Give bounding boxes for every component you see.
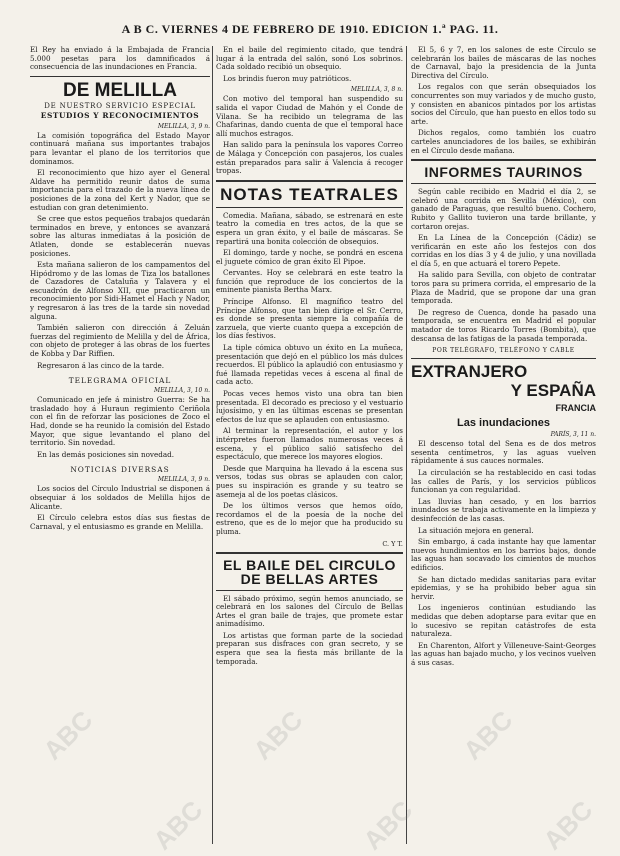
article-paragraph: Los artistas que forman parte de la sociedad preparan sus disfraces con gran secreto, y se espera que sea la fiesta más brillante de la temporada. [216, 630, 403, 666]
article-paragraph: Cervantes. Hoy se celebrará en este teatro la función que reproduce de los conciertos de la eminente pianista Bertha Marx. [216, 268, 403, 295]
article-paragraph: De los últimos versos que hemos oído, recordamos el de la poesía de la noche del estreno, que es de lo mejor que ha producido su pluma. [216, 501, 403, 536]
column-rule-1 [212, 46, 213, 844]
article-paragraph: El descenso total del Sena es de dos metros sesenta centímetros, y las aguas vuelven rápidamente á sus cauces normales. [411, 439, 596, 466]
intro-paragraph: El Rey ha enviado á la Embajada de Francia 5.000 pesetas para los damnificados á consecuencia de las inundaciones en Francia. [30, 46, 210, 72]
watermark: ABC [147, 794, 209, 856]
watermark: ABC [247, 704, 309, 766]
foreign-title: EXTRANJERO [411, 362, 528, 382]
article-paragraph: Desde que Marquina ha llevado á la escena sus versos, todas sus obras se aplauden con calor, pues su inspiración es grande y su teatro se asemeja al de los poetas clásicos. [216, 463, 403, 499]
article-paragraph: Los brindis fueron muy patrióticos. [223, 73, 352, 83]
divider [411, 183, 596, 184]
article-paragraph: Los regalos con que serán obsequiados los concurrentes son muy variados y de mucho gusto, y consisten en abanicos pintados por los artistas socios del Círculo, que han puesto en ellos todo su arte. [411, 82, 596, 126]
article-paragraph: Príncipe Alfonso. El magnífico teatro del Príncipe Alfonso, que tan bien dirige el Sr. Cerro, es donde se presenta siempre la compañía de zarzuela, que vierte cuanto quepa a excepción de los días festivos. [216, 297, 403, 341]
column-rule-2 [406, 46, 407, 844]
section-title-melilla: DE MELILLA [63, 79, 177, 101]
column-1 [30, 46, 210, 846]
divider [411, 358, 596, 359]
watermark: ABC [357, 794, 419, 856]
divider [216, 207, 403, 208]
watermark: ABC [457, 704, 519, 766]
article-paragraph: Los ingenieros continúan estudiando las medidas que deben adoptarse para evitar que en lo sucesivo se repitan catástrofes de esta naturaleza. [411, 603, 596, 639]
divider [411, 159, 596, 161]
column-2 [216, 46, 403, 846]
article-paragraph: El reconocimiento que hizo ayer el General Aldave ha permitido reunir datos de suma importancia para el trazado de la nueva línea de posiciones de la zona del Kert y Nador, que se estudian con gran detenimiento. [30, 168, 210, 212]
article-paragraph: Se cree que estos pequeños trabajos quedarán terminados en breve, y entonces se avanzará sobre las alturas inmediatas á la posición de Atlaten, donde se establecerán nuevas posiciones. [30, 214, 210, 258]
article-paragraph: Ha salido para Sevilla, con objeto de contratar toros para su primera corrida, el empresario de la Plaza de Madrid, que se propone dar una gran temporada. [411, 270, 596, 306]
article-paragraph: El sábado próximo, según hemos anunciado, se celebrará en los salones del Círculo de Bellas Artes el gran baile de trajes, que promete estar animadísimo. [216, 593, 403, 629]
article-paragraph: En las demás posiciones sin novedad. [37, 449, 175, 459]
dateline: PARÍS, 3, 11 n. [550, 431, 596, 439]
dateline: MELILLA, 3, 8 n. [350, 86, 403, 94]
article-paragraph: Según cable recibido en Madrid el día 2, se celebró una corrida en Sevilla (México), con ganado de Paraguas, que resultó bueno. Cochero, Rubito y Gallito tuvieron una tarde brillante, y cortaron orejas. [411, 187, 596, 231]
dateline: MELILLA, 3, 9 n. [157, 476, 210, 484]
article-paragraph: El 5, 6 y 7, en los salones de este Círculo se celebrarán los bailes de máscaras de las noches de Carnaval, bajo la presidencia de la Junta Directiva del Círculo. [411, 46, 596, 80]
section-subtitle-2: ESTUDIOS Y RECONOCIMIENTOS [40, 110, 200, 120]
article-paragraph: Comedia. Mañana, sábado, se estrenará en este teatro la comedia en tres actos, de la que se espera un gran éxito, y el baile de máscaras. Se repartirá una bonita colección de obsequios. [216, 210, 403, 246]
watermark: ABC [537, 794, 599, 856]
article-paragraph: La tiple cómica obtuvo un éxito en La muñeca, presentación que dejó en el público los más dulces recuerdos. El público la aplaudió con entusiasmo y fué llamada repetidas veces á escena al final de cada acto. [216, 343, 403, 387]
article-paragraph: La situación mejora en general. [418, 525, 534, 535]
wire-service-note: POR TELÉGRAFO, TELÉFONO Y CABLE [432, 347, 575, 355]
section-subtitle: DE NUESTRO SERVICIO ESPECIAL [44, 101, 196, 110]
signature: C. Y T. [382, 539, 403, 548]
article-paragraph: De regreso de Cuenca, donde ha pasado una temporada, se encuentra en Madrid el popular matador de toros Ricardo Torres (Bombita), que descansa de las fatigas de la pasada temporada. [411, 307, 596, 343]
article-paragraph: La comisión topográfica del Estado Mayor continuará mañana sus importantes trabajos para levantar el plano de los territorios que dominamos. [30, 130, 210, 166]
divider [216, 590, 403, 591]
article-paragraph: El domingo, tarde y noche, se pondrá en escena el juguete cómico de gran éxito El Pipoe. [216, 248, 403, 266]
article-paragraph: Pocas veces hemos visto una obra tan bien presentada. El decorado es precioso y el vestuario lujosísimo, y en las últimas escenas se presentan efectos de luz que se aplauden con entusiasmo. [216, 389, 403, 424]
divider [30, 76, 210, 77]
article-paragraph: Esta mañana salieron de los campamentos del Hipódromo y de las lomas de Tiza los batallones de Cazadores de Cataluña y Talavera y el escuadrón de Alfonso XII, que practicaron un reconocimiento por Sidi-Hamet el Hach y Nador, y regresaron á las tres de la tarde sin novedad alguna. [30, 260, 210, 321]
divider [216, 180, 403, 182]
divider [216, 552, 403, 554]
article-paragraph: Dichos regalos, como también los cuatro carteles anunciadores de los bailes, se exhibirán en el Círculo desde mañana. [411, 128, 596, 155]
article-paragraph: Comunicado en jefe á ministro Guerra: Se ha trasladado hoy á Huraun regimiento Ceriñola con el fin de reforzar las posiciones de Zoco el Had, donde se ha reunido la comisión del Estado Mayor, que sigue levantando el plano del territorio. Sin novedad. [30, 395, 210, 448]
dateline: MELILLA, 3, 9 n. [157, 122, 210, 130]
watermark: ABC [37, 704, 99, 766]
article-paragraph: Regresaron á las cinco de la tarde. [37, 360, 165, 370]
article-paragraph: Las lluvias han cesado, y en los barrios inundados se trabaja activamente en la limpieza y desinfección de las casas. [411, 496, 596, 523]
country-heading: FRANCIA [555, 403, 596, 414]
article-paragraph: En La Línea de la Concepción (Cádiz) se verificarán en este año los festejos con dos corridas en los días 3 y 4 de julio, y una novillada el día 5, en que actuará el torero Pepete. [411, 233, 596, 268]
ball-section-title: EL BAILE DEL CIRCULO DE BELLAS ARTES [223, 556, 396, 587]
article-paragraph: Con motivo del temporal han suspendido su salida el vapor Ciudad de Mahón y el Conde de Vilana. Se ha recibido un telegrama de las Chafarinas, dando cuenta de que el temporal hace allí muchos estragos. [216, 94, 403, 138]
floods-heading: Las inundaciones [457, 417, 550, 430]
article-paragraph: Se han dictado medidas sanitarias para evitar epidemias, y se ha prohibido beber agua sin hervir. [411, 574, 596, 601]
article-paragraph: En el baile del regimiento citado, que tendrá lugar á la entrada del salón, sonó Los sobrinos. Cada soldado recibió un obsequio. [216, 46, 403, 72]
news-title: NOTICIAS DIVERSAS [70, 465, 170, 475]
article-paragraph: Los socios del Círculo Industrial se disponen á obsequiar á los soldados de Melilla hijos de Alicante. [30, 484, 210, 511]
telegram-title: TELEGRAMA OFICIAL [68, 376, 172, 386]
foreign-title-2: Y ESPAÑA [510, 381, 596, 401]
theatre-section-title: NOTAS TEATRALES [220, 184, 399, 204]
article-paragraph: La circulación se ha restablecido en casi todas las calles de París, y los servicios públicos funcionan ya con regularidad. [411, 468, 596, 495]
bulls-section-title: INFORMES TAURINOS [424, 164, 583, 181]
article-paragraph: El Círculo celebra estos días sus fiestas de Carnaval, y el entusiasmo es grande en Melilla. [30, 513, 210, 531]
article-paragraph: También salieron con dirección á Zeluán fuerzas del regimiento de Melilla y del de África, con objeto de proteger á las obras de los fuertes de Kobba y Dar Riffien. [30, 323, 210, 359]
dateline: MELILLA, 3, 10 n. [154, 387, 210, 395]
article-paragraph: Sin embargo, á cada instante hay que lamentar nuevos hundimientos en los barrios bajos, donde las aguas han socavado los cimientos de muchos edificios. [411, 537, 596, 572]
article-paragraph: Han salido para la península los vapores Correo de Málaga y Concepción con pasajeros, los cuales están preparados para salir á Valencia á recoger tropas. [216, 140, 403, 176]
column-3 [411, 46, 596, 846]
article-paragraph: En Charenton, Alfort y Villeneuve-Saint-Georges las aguas han bajado mucho, y los vecinos vuelven á sus casas. [411, 640, 596, 667]
masthead: A B C. VIERNES 4 DE FEBRERO DE 1910. EDICION 1.ª PAG. 11. [121, 22, 499, 36]
article-paragraph: Al terminar la representación, el autor y los intérpretes fueron llamados numerosas veces á escena, y el público salió satisfecho del espectáculo, que merece los mayores elogios. [216, 426, 403, 462]
